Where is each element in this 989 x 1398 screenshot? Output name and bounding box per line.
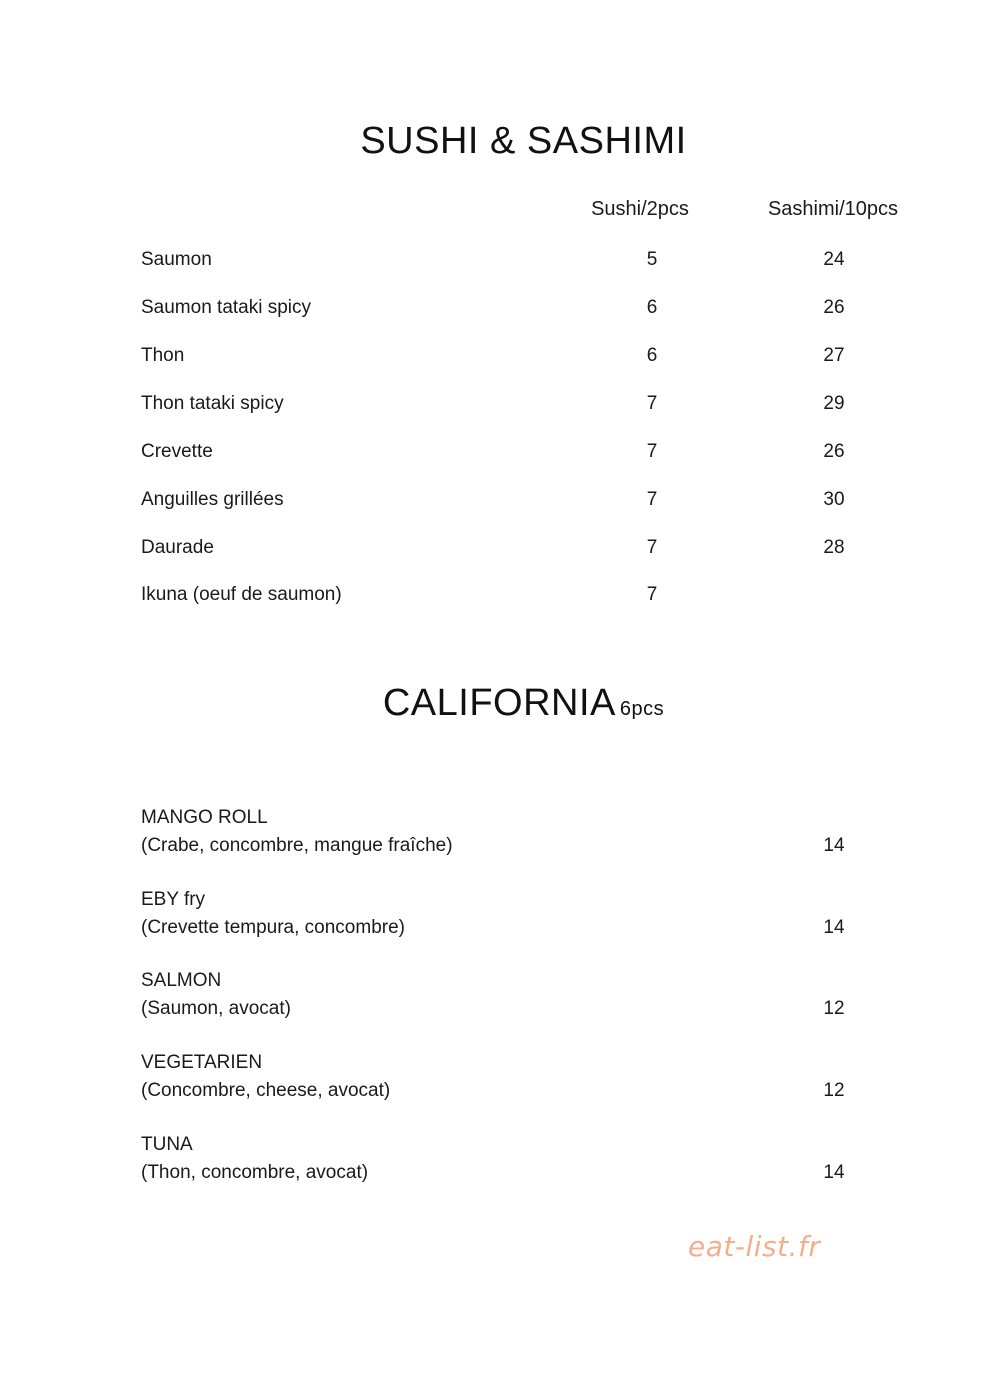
section-title-text: SUSHI & SASHIMI — [360, 120, 687, 162]
item-name: Anguilles grillées — [141, 489, 284, 510]
roll-description: (Crevette tempura, concombre) — [141, 917, 405, 938]
sashimi-price: 27 — [823, 345, 845, 366]
sushi-row — [0, 393, 989, 423]
sushi-price: 7 — [646, 537, 658, 558]
roll-price: 14 — [823, 917, 845, 938]
roll-description: (Saumon, avocat) — [141, 998, 291, 1019]
roll-name: TUNA — [141, 1134, 193, 1155]
roll-price: 14 — [823, 1162, 845, 1183]
item-name: Thon tataki spicy — [141, 393, 284, 414]
sushi-row — [0, 297, 989, 327]
roll-description: (Crabe, concombre, mangue fraîche) — [141, 835, 453, 856]
sushi-row — [0, 249, 989, 279]
sashimi-price: 30 — [823, 489, 845, 510]
column-header-sashimi: Sashimi/10pcs — [767, 198, 899, 220]
sushi-price: 7 — [646, 584, 658, 605]
sushi-price: 6 — [646, 345, 658, 366]
roll-name: SALMON — [141, 970, 222, 991]
item-name: Crevette — [141, 441, 213, 462]
item-name: Thon — [141, 345, 185, 366]
sushi-price: 7 — [646, 489, 658, 510]
roll-name: MANGO ROLL — [141, 807, 268, 828]
roll-name: EBY fry — [141, 889, 206, 910]
sushi-price: 6 — [646, 297, 658, 318]
eat-list-watermark: eat-list.fr — [688, 1230, 821, 1263]
sashimi-price: 24 — [823, 249, 845, 270]
column-header-sushi: Sushi/2pcs — [591, 198, 689, 220]
sushi-row — [0, 584, 989, 614]
roll-price: 12 — [823, 998, 845, 1019]
sushi-row — [0, 489, 989, 519]
sashimi-price: 26 — [823, 297, 845, 318]
sashimi-price: 29 — [823, 393, 845, 414]
roll-description: (Thon, concombre, avocat) — [141, 1162, 369, 1183]
california-title — [0, 682, 989, 725]
california-item — [0, 1052, 989, 1112]
roll-name: VEGETARIEN — [141, 1052, 263, 1073]
sushi-row — [0, 345, 989, 375]
sashimi-price: 28 — [823, 537, 845, 558]
item-name: Ikuna (oeuf de saumon) — [141, 584, 342, 605]
section-subtitle: 6pcs — [619, 698, 665, 720]
california-item — [0, 970, 989, 1030]
roll-description: (Concombre, cheese, avocat) — [141, 1080, 391, 1101]
sashimi-price: 26 — [823, 441, 845, 462]
item-name: Saumon — [141, 249, 212, 270]
sushi-sashimi-title — [0, 120, 989, 163]
roll-price: 14 — [823, 835, 845, 856]
sushi-price: 7 — [646, 393, 658, 414]
sushi-price: 7 — [646, 441, 658, 462]
item-name: Saumon tataki spicy — [141, 297, 312, 318]
section-title-text: CALIFORNIA — [382, 682, 616, 724]
california-item — [0, 807, 989, 867]
california-item — [0, 889, 989, 949]
roll-price: 12 — [823, 1080, 845, 1101]
california-item — [0, 1134, 989, 1194]
sushi-row — [0, 537, 989, 567]
sushi-price: 5 — [646, 249, 658, 270]
sushi-row — [0, 441, 989, 471]
item-name: Daurade — [141, 537, 214, 558]
